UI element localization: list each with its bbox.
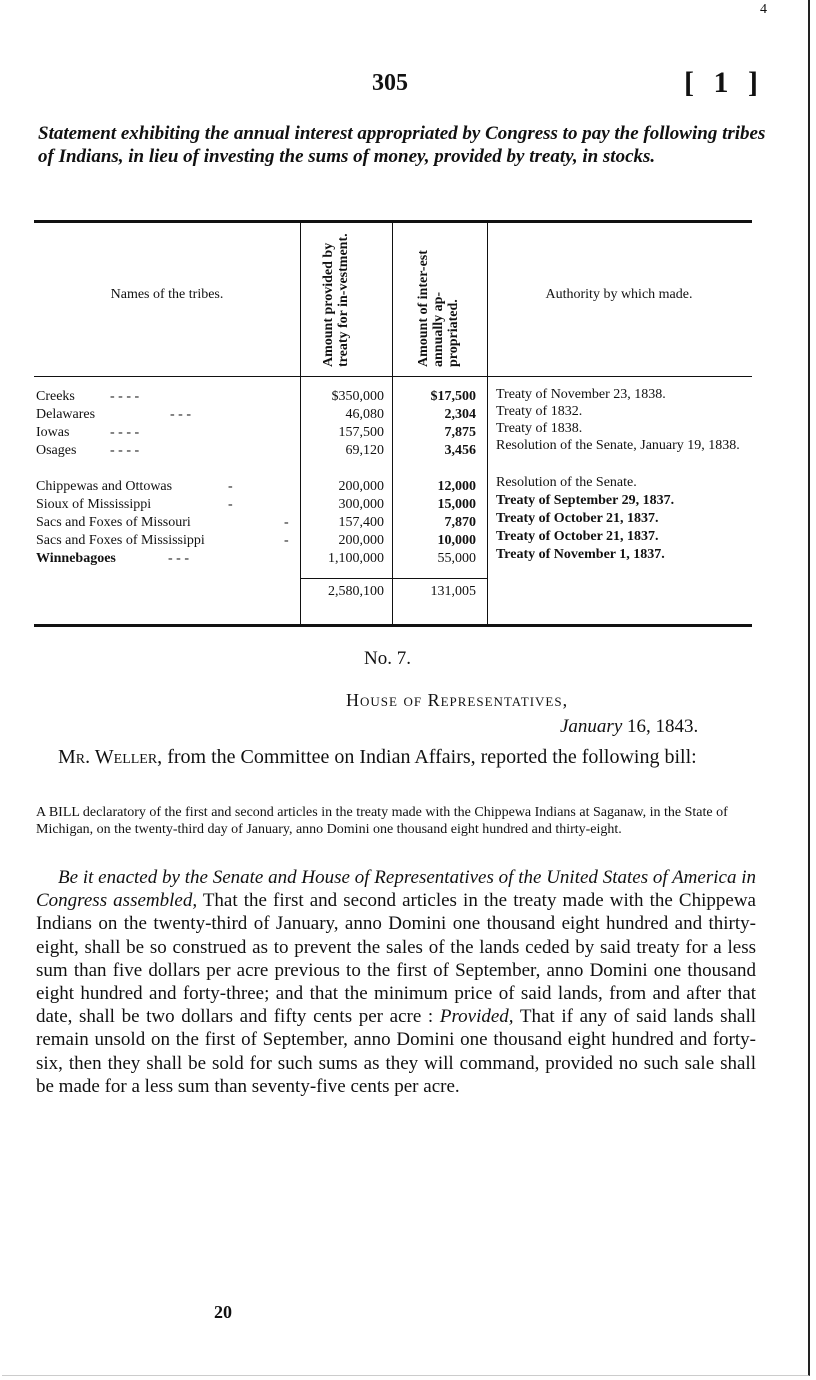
body-part-1: That the first and second articles in the treaty made with the Chippewa Indians on the twenty-third of January, anno Domini one thousand eight hundred and thirty-eight, shall be so construed as to prevent the sales of the lands ceded by said treaty for a less sum than five dollars per acre previous to the first of September, anno Domini one thousand eight hundred and forty-three; and that the minimum price of said lands, from and after that date, shall be two dollars and fifty cents per acre : xyxy=(36,890,756,1028)
leader-dots: - xyxy=(284,533,289,548)
signature-mark: 20 xyxy=(214,1302,232,1322)
provided-word: Provided, xyxy=(439,1006,514,1028)
table-row-amount: 300,000 xyxy=(338,497,384,512)
intro-paragraph: Mr. Weller, from the Committee on Indian Affairs, reported the following bill: xyxy=(58,746,697,768)
header-amount: Amount provided by treaty for in-vestment. xyxy=(321,233,351,367)
document-mark: [ 1 ] xyxy=(684,66,764,99)
table-row-interest: 3,456 xyxy=(444,443,476,458)
table-row-interest: 7,870 xyxy=(444,515,476,530)
page-border xyxy=(2,0,810,1376)
table-top-rule xyxy=(34,220,752,223)
table-row-name: Delawares xyxy=(36,407,96,422)
table-row-interest: 7,875 xyxy=(444,425,476,440)
enacting-clause: Be it enacted by the Senate and House of Representatives of the United States of America in Congress assembled, xyxy=(36,867,756,912)
table-row-interest: 12,000 xyxy=(437,479,476,494)
column-divider xyxy=(487,222,488,624)
table-row-name: Sacs and Foxes of Missouri xyxy=(36,515,191,530)
corner-mark: 4 xyxy=(760,2,767,17)
table-row-interest: 15,000 xyxy=(437,497,476,512)
table-row-amount: $350,000 xyxy=(331,389,384,404)
total-amount: 2,580,100 xyxy=(328,584,384,599)
table-row-name: Iowas xyxy=(36,425,70,440)
table-row-authority: Resolution of the Senate. xyxy=(496,475,637,490)
total-interest: 131,005 xyxy=(430,584,476,599)
column-divider xyxy=(392,222,393,624)
table-row-name: Chippewas and Ottowas xyxy=(36,479,173,494)
table-row-interest: 2,304 xyxy=(444,407,476,422)
table-row-interest: 10,000 xyxy=(437,533,476,548)
table-row-authority: Treaty of 1838. xyxy=(496,421,583,436)
statement-title: Statement exhibiting the annual interest appropriated by Congress to pay the following tribes of Indians, in lieu of investing the sums of money, provided by treaty, in stocks. xyxy=(38,123,766,167)
totals-rule xyxy=(300,578,488,579)
table-row-amount: 157,400 xyxy=(338,515,384,530)
table-row-authority: Treaty of November 1, 1837. xyxy=(496,547,665,562)
table-row-amount: 200,000 xyxy=(338,479,384,494)
body-part-2: That if any of said lands shall remain unsold on the first of September, anno Domini one thousand eight hundred and forty-six, then they shall be sold for such sums as they will command, provided no such sale shall be made for a less sum than seventy-five cents per acre. xyxy=(36,1006,757,1097)
table-bottom-rule xyxy=(34,624,752,627)
column-divider xyxy=(300,222,301,624)
table-row-name: Winnebagoes xyxy=(36,551,116,566)
table-row-interest: 55,000 xyxy=(437,551,476,566)
leader-dots: - - - - xyxy=(110,443,140,458)
leader-dots: - xyxy=(228,497,233,512)
header-names: Names of the tribes. xyxy=(110,287,224,302)
report-date: January 16, 1843. xyxy=(560,716,699,737)
table-row-name: Creeks xyxy=(36,389,75,404)
leader-dots: - - - - xyxy=(110,389,140,404)
table-header-rule xyxy=(34,376,752,377)
table-row-authority: Resolution of the Senate, January 19, 1838. xyxy=(496,438,740,453)
table-row-amount: 200,000 xyxy=(338,533,384,548)
leader-dots: - - - xyxy=(170,407,191,422)
table-row-amount: 46,080 xyxy=(345,407,384,422)
table-row-name: Sacs and Foxes of Mississippi xyxy=(36,533,205,548)
table-row-interest: $17,500 xyxy=(430,389,476,404)
leader-dots: - - - xyxy=(168,551,189,566)
table-row-authority: Treaty of 1832. xyxy=(496,404,583,419)
bill-body xyxy=(36,866,756,1098)
header-authority: Authority by which made. xyxy=(545,287,693,302)
leader-dots: - xyxy=(284,515,289,530)
table-row-name: Sioux of Mississippi xyxy=(36,497,152,512)
table-row-authority: Treaty of October 21, 1837. xyxy=(496,529,659,544)
table-row-authority: Treaty of October 21, 1837. xyxy=(496,511,659,526)
table-row-authority: Treaty of November 23, 1838. xyxy=(496,387,666,402)
table-row-amount: 69,120 xyxy=(345,443,384,458)
table-row-authority: Treaty of September 29, 1837. xyxy=(496,493,675,508)
table-row-amount: 1,100,000 xyxy=(328,551,384,566)
header-interest: Amount of inter-est annually ap-propriated. xyxy=(416,250,461,367)
bill-title: A BILL declaratory of the first and second articles in the treaty made with the Chippewa Indians at Saganaw, in the State of Michigan, on the twenty-third day of January, anno Domini one thousand eight hundred and thirty-eight. xyxy=(36,805,728,837)
house-heading: House of Representatives, xyxy=(346,690,569,710)
document-number: No. 7. xyxy=(364,648,411,669)
table-row-amount: 157,500 xyxy=(338,425,384,440)
leader-dots: - xyxy=(228,479,233,494)
table-row-name: Osages xyxy=(36,443,77,458)
leader-dots: - - - - xyxy=(110,425,140,440)
page-number: 305 xyxy=(372,70,408,96)
